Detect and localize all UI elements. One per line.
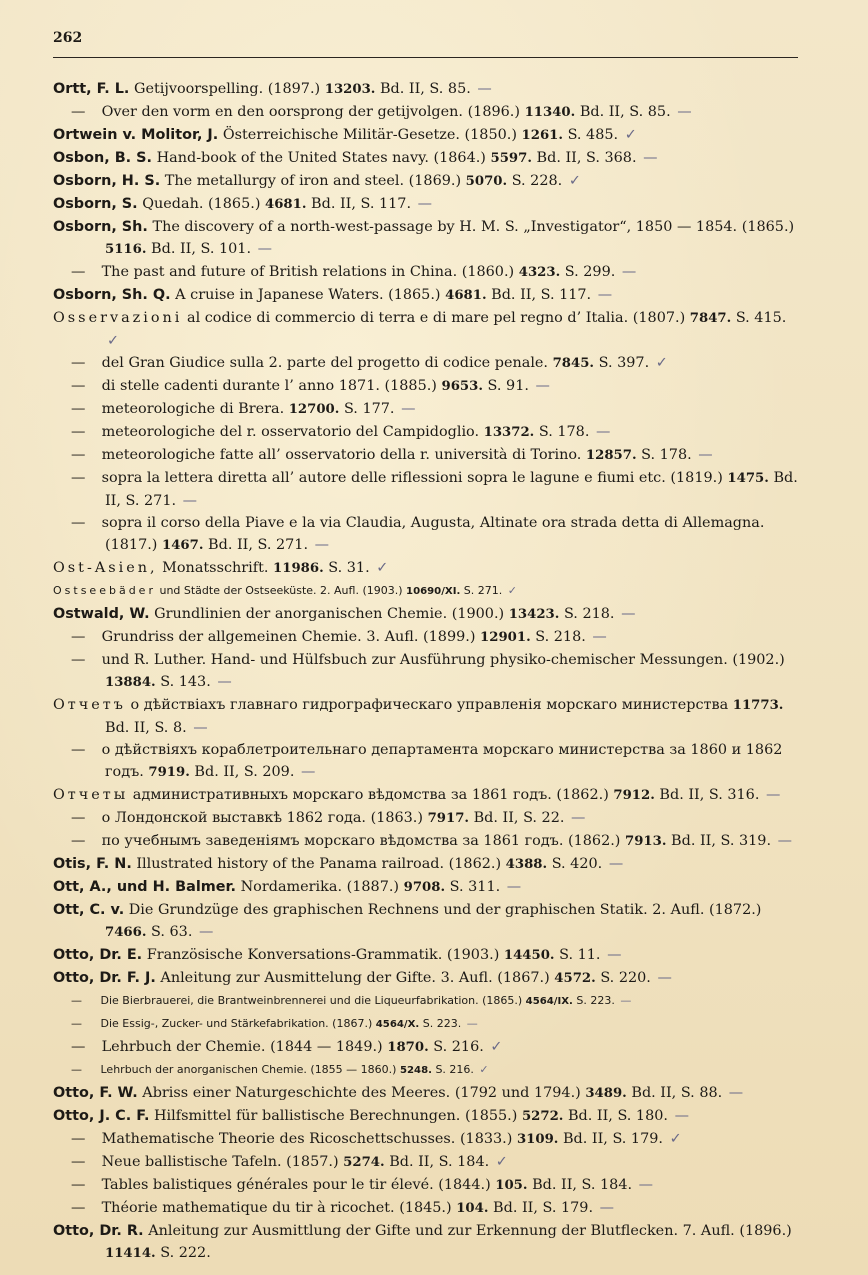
entry-author: Osborn, H. S. bbox=[53, 173, 161, 189]
entry-location: Bd. II, S. 85. bbox=[579, 104, 671, 120]
catalog-entry bbox=[53, 124, 799, 147]
catalog-entry bbox=[53, 807, 799, 830]
entry-location: S. 220. bbox=[600, 970, 651, 986]
entry-location: Bd. II, S. 85. bbox=[379, 81, 471, 97]
entry-author: Otis, F. N. bbox=[53, 856, 132, 872]
entry-check-mark: — bbox=[466, 1017, 478, 1030]
entry-title: Österreichische Militär-Gesetze. (1850.) bbox=[222, 127, 517, 143]
catalog-entry bbox=[53, 1013, 799, 1036]
entry-title: Anleitung zur Ausmittelung der Gifte. 3. Aufl. (1867.) bbox=[160, 970, 550, 986]
entry-dash: — bbox=[71, 1017, 82, 1030]
entry-keyword: Osservazioni bbox=[53, 310, 183, 326]
entry-author: Ortt, F. L. bbox=[53, 81, 130, 97]
entry-dash: — bbox=[71, 401, 86, 417]
entry-title: о дѣйствiахъ главнаго гидрографическаго управленiя морскаго министерства bbox=[130, 697, 729, 713]
entry-author: Otto, F. W. bbox=[53, 1085, 138, 1101]
catalog-entry bbox=[53, 1059, 799, 1082]
entry-author: Ott, A., und H. Balmer. bbox=[53, 879, 237, 895]
entry-title: di stelle cadenti durante l’ anno 1871. (1885.) bbox=[101, 378, 437, 394]
entry-shelfmark: 7912. bbox=[613, 788, 655, 803]
entry-check-mark: — bbox=[657, 970, 672, 986]
entry-title: Monatsschrift. bbox=[162, 560, 269, 576]
entry-title: Lehrbuch der anorganischen Chemie. (1855 — 1860.) bbox=[100, 1063, 397, 1076]
entry-location: Bd. II, S. 184. bbox=[389, 1154, 490, 1170]
entry-check-mark: — bbox=[674, 1108, 689, 1124]
entry-author: Osborn, S. bbox=[53, 196, 138, 212]
entry-location: S. 299. bbox=[564, 264, 616, 280]
entry-title: und R. Luther. Hand- und Hülfsbuch zur Ausführung physiko-chemischer Messungen. (1902.) bbox=[101, 652, 785, 668]
entry-location: Bd. II, S. 88. bbox=[631, 1085, 723, 1101]
entry-title: Hand-book of the United States navy. (1864.) bbox=[156, 150, 486, 166]
catalog-entry bbox=[53, 853, 799, 876]
entry-shelfmark: 13423. bbox=[508, 607, 560, 622]
entry-title: meteorologiche del r. osservatorio del Campidoglio. bbox=[101, 424, 480, 440]
entry-keyword: Отчеты bbox=[53, 787, 129, 803]
entry-location: S. 216. bbox=[433, 1039, 484, 1055]
entry-check-mark: — bbox=[621, 606, 636, 622]
entry-check-mark: — bbox=[595, 424, 611, 440]
entry-location: S. 218. bbox=[535, 629, 586, 645]
entry-check-mark: — bbox=[592, 629, 607, 645]
entry-shelfmark: 11986. bbox=[273, 561, 324, 576]
entry-shelfmark: 4564/X. bbox=[375, 1019, 420, 1030]
catalog-entry bbox=[53, 557, 799, 580]
entry-dash: — bbox=[71, 652, 86, 668]
entry-shelfmark: 11414. bbox=[105, 1246, 156, 1261]
entry-author: Otto, Dr. F. J. bbox=[53, 970, 156, 986]
entry-check-mark: — bbox=[638, 1177, 654, 1193]
entry-keyword: Отчетъ bbox=[53, 697, 126, 713]
entry-location: S. 178. bbox=[641, 447, 692, 463]
entry-shelfmark: 1261. bbox=[521, 128, 563, 143]
catalog-entry bbox=[53, 1105, 799, 1128]
entry-title: Lehrbuch der Chemie. (1844 — 1849.) bbox=[101, 1039, 383, 1055]
entry-title: Nordamerika. (1887.) bbox=[240, 879, 400, 895]
entry-shelfmark: 7845. bbox=[552, 356, 595, 371]
entry-location: Bd. II, S. 368. bbox=[536, 150, 637, 166]
entry-check-mark: — bbox=[621, 264, 637, 280]
entry-check-mark: — bbox=[199, 924, 214, 940]
entry-dash: — bbox=[71, 1154, 86, 1170]
entry-title: The metallurgy of iron and steel. (1869.) bbox=[164, 173, 462, 189]
entry-shelfmark: 10690/XI. bbox=[406, 586, 461, 597]
entry-shelfmark: 5116. bbox=[105, 242, 147, 257]
entry-shelfmark: 14450. bbox=[503, 948, 555, 963]
entry-shelfmark: 7917. bbox=[427, 811, 470, 826]
entry-location: Bd. II, S. 101. bbox=[151, 241, 252, 257]
entry-shelfmark: 3489. bbox=[585, 1086, 627, 1101]
catalog-entry bbox=[53, 78, 799, 101]
entry-check-mark: — bbox=[608, 856, 624, 872]
entry-title: Die Essig-, Zucker- und Stärkefabrikation. (1867.) bbox=[100, 1017, 373, 1030]
entry-author: Otto, Dr. R. bbox=[53, 1223, 144, 1239]
entry-title: Die Bierbrauerei, die Brantweinbrennerei und die Liqueurfabrikation. (1865.) bbox=[100, 994, 523, 1007]
entry-title: Grundlinien der anorganischen Chemie. (1900.) bbox=[154, 606, 505, 622]
catalog-entry bbox=[53, 944, 799, 967]
entry-dash: — bbox=[71, 1131, 86, 1147]
entry-dash: — bbox=[71, 810, 86, 826]
catalog-entry bbox=[53, 1128, 799, 1151]
catalog-entries bbox=[53, 78, 799, 1265]
catalog-entry bbox=[53, 375, 799, 398]
catalog-entry bbox=[53, 216, 799, 261]
catalog-entry bbox=[53, 784, 799, 807]
entry-shelfmark: 4323. bbox=[518, 265, 561, 280]
entry-location: Bd. II, S. 271. bbox=[105, 470, 798, 509]
entry-location: Bd. II, S. 209. bbox=[194, 764, 295, 780]
catalog-entry bbox=[53, 649, 799, 694]
entry-check-mark: ✓ bbox=[479, 1063, 489, 1076]
entry-shelfmark: 105. bbox=[495, 1178, 528, 1193]
entry-title: Tables balistiques générales pour le tir élevé. (1844.) bbox=[101, 1177, 491, 1193]
catalog-entry bbox=[53, 512, 799, 557]
entry-location: S. 397. bbox=[598, 355, 650, 371]
entry-author: Osbon, B. S. bbox=[53, 150, 152, 166]
entry-shelfmark: 11340. bbox=[524, 105, 576, 120]
entry-title: о Лондонской выставкѣ 1862 года. (1863.) bbox=[101, 810, 423, 826]
entry-title: Französische Konversations-Grammatik. (1903.) bbox=[146, 947, 500, 963]
entry-shelfmark: 5274. bbox=[343, 1155, 385, 1170]
entry-dash: — bbox=[71, 447, 86, 463]
entry-check-mark: ✓ bbox=[376, 560, 389, 576]
entry-author: Osborn, Sh. Q. bbox=[53, 287, 171, 303]
entry-shelfmark: 1870. bbox=[387, 1040, 429, 1055]
entry-shelfmark: 7913. bbox=[625, 834, 667, 849]
entry-location: S. 420. bbox=[551, 856, 603, 872]
entry-check-mark: — bbox=[217, 674, 232, 690]
catalog-entry bbox=[53, 1082, 799, 1105]
entry-check-mark: ✓ bbox=[490, 1039, 503, 1055]
entry-check-mark: — bbox=[314, 537, 330, 553]
entry-check-mark: — bbox=[607, 947, 622, 963]
entry-dash: — bbox=[71, 470, 86, 486]
entry-check-mark: — bbox=[477, 81, 492, 97]
entry-shelfmark: 5070. bbox=[465, 174, 508, 189]
catalog-entry bbox=[53, 193, 799, 216]
catalog-entry bbox=[53, 990, 799, 1013]
entry-check-mark: ✓ bbox=[655, 355, 668, 371]
catalog-entry bbox=[53, 1197, 799, 1220]
catalog-entry bbox=[53, 147, 799, 170]
entry-title: административныхъ морскаго вѣдомства за 1861 годъ. (1862.) bbox=[132, 787, 609, 803]
entry-title: о дѣйствiяхъ кораблетроительнаго департамента морскаго министерства за 1860 и 1862 годъ. bbox=[101, 742, 783, 780]
entry-location: S. 415. bbox=[735, 310, 787, 326]
entry-title: al codice di commercio di terra e di mare pel regno d’ Italia. (1807.) bbox=[186, 310, 686, 326]
catalog-entry bbox=[53, 467, 799, 512]
entry-dash: — bbox=[71, 994, 82, 1007]
header-rule bbox=[53, 57, 798, 58]
entry-title: Quedah. (1865.) bbox=[142, 196, 261, 212]
entry-check-mark: — bbox=[300, 764, 316, 780]
entry-shelfmark: 5272. bbox=[521, 1109, 564, 1124]
catalog-entry bbox=[53, 1151, 799, 1174]
entry-title: Anleitung zur Ausmittlung der Gifte und zur Erkennung der Blutflecken. 7. Aufl. (1896.) bbox=[148, 1223, 792, 1239]
catalog-entry bbox=[53, 1036, 799, 1059]
entry-title: sopra il corso della Piave e la via Claudia, Augusta, Altinate ora strada detta di Allemagna. (1817.) bbox=[101, 515, 765, 553]
entry-shelfmark: 4388. bbox=[505, 857, 548, 872]
catalog-entry bbox=[53, 352, 799, 375]
entry-location: Bd. II, S. 8. bbox=[105, 720, 187, 736]
entry-title: The past and future of British relations in China. (1860.) bbox=[101, 264, 515, 280]
entry-shelfmark: 12901. bbox=[480, 630, 531, 645]
entry-shelfmark: 7919. bbox=[148, 765, 190, 780]
entry-location: Bd. II, S. 184. bbox=[532, 1177, 633, 1193]
catalog-entry bbox=[53, 1174, 799, 1197]
entry-author: Osborn, Sh. bbox=[53, 219, 148, 235]
entry-shelfmark: 5248. bbox=[399, 1065, 432, 1076]
catalog-entry bbox=[53, 739, 799, 784]
entry-title: Over den vorm en den oorsprong der getijvolgen. (1896.) bbox=[101, 104, 520, 120]
entry-dash: — bbox=[71, 515, 86, 531]
catalog-entry bbox=[53, 444, 799, 467]
entry-shelfmark: 7466. bbox=[105, 925, 147, 940]
entry-check-mark: — bbox=[571, 810, 586, 826]
entry-shelfmark: 4681. bbox=[265, 197, 307, 212]
entry-title: The discovery of a north-west-passage by H. M. S. „Investigator“, 1850 — 1854. (1865.) bbox=[152, 219, 795, 235]
entry-check-mark: — bbox=[182, 493, 198, 509]
entry-location: S. 178. bbox=[538, 424, 590, 440]
entry-location: S. 11. bbox=[559, 947, 601, 963]
entry-author: Ostwald, W. bbox=[53, 606, 150, 622]
entry-location: S. 218. bbox=[563, 606, 615, 622]
entry-title: Abriss einer Naturgeschichte des Meeres. (1792 und 1794.) bbox=[142, 1085, 581, 1101]
entry-check-mark: — bbox=[766, 787, 781, 803]
entry-author: Otto, Dr. E. bbox=[53, 947, 143, 963]
entry-shelfmark: 12700. bbox=[288, 402, 340, 417]
entry-check-mark: — bbox=[597, 287, 613, 303]
page-number: 262 bbox=[53, 30, 83, 46]
entry-check-mark: ✓ bbox=[568, 173, 581, 189]
entry-title: meteorologiche fatte all’ osservatorio della r. università di Torino. bbox=[101, 447, 582, 463]
entry-location: S. 485. bbox=[567, 127, 619, 143]
catalog-entry bbox=[53, 284, 799, 307]
entry-author: Ortwein v. Molitor, J. bbox=[53, 127, 219, 143]
entry-check-mark: ✓ bbox=[624, 127, 637, 143]
entry-check-mark: — bbox=[417, 196, 433, 212]
entry-location: S. 228. bbox=[511, 173, 563, 189]
entry-check-mark: — bbox=[777, 833, 792, 849]
entry-location: S. 31. bbox=[328, 560, 370, 576]
catalog-entry bbox=[53, 876, 799, 899]
entry-dash: — bbox=[71, 629, 86, 645]
entry-title: Illustrated history of the Panama railroad. (1862.) bbox=[136, 856, 502, 872]
entry-location: Bd. II, S. 117. bbox=[311, 196, 412, 212]
entry-dash: — bbox=[71, 104, 86, 120]
entry-check-mark: — bbox=[506, 879, 522, 895]
entry-dash: — bbox=[71, 1039, 86, 1055]
entry-location: S. 311. bbox=[449, 879, 501, 895]
catalog-entry bbox=[53, 261, 799, 284]
entry-location: S. 223. bbox=[576, 994, 615, 1007]
entry-title: und Städte der Ostseeküste. 2. Aufl. (1903.) bbox=[159, 584, 403, 597]
entry-dash: — bbox=[71, 1177, 86, 1193]
entry-title: Mathematische Theorie des Ricoschettschusses. (1833.) bbox=[101, 1131, 513, 1147]
entry-keyword: Ost-Asien, bbox=[53, 560, 158, 576]
entry-shelfmark: 1467. bbox=[162, 538, 204, 553]
entry-check-mark: ✓ bbox=[669, 1131, 682, 1147]
entry-check-mark: ✓ bbox=[495, 1154, 508, 1170]
entry-shelfmark: 12857. bbox=[585, 448, 637, 463]
entry-location: Bd. II, S. 180. bbox=[567, 1108, 668, 1124]
entry-location: Bd. II, S. 179. bbox=[562, 1131, 663, 1147]
catalog-entry bbox=[53, 170, 799, 193]
entry-shelfmark: 13372. bbox=[483, 425, 535, 440]
entry-location: Bd. II, S. 117. bbox=[491, 287, 592, 303]
entry-title: del Gran Giudice sulla 2. parte del progetto di codice penale. bbox=[101, 355, 549, 371]
entry-shelfmark: 13203. bbox=[324, 82, 376, 97]
catalog-entry bbox=[53, 101, 799, 124]
entry-title: Getijvoorspelling. (1897.) bbox=[133, 81, 321, 97]
entry-dash: — bbox=[71, 1200, 86, 1216]
entry-check-mark: ✓ bbox=[507, 584, 517, 597]
catalog-entry bbox=[53, 899, 799, 944]
catalog-entry bbox=[53, 580, 799, 603]
entry-check-mark: — bbox=[599, 1200, 614, 1216]
catalog-entry bbox=[53, 307, 799, 352]
entry-shelfmark: 13884. bbox=[105, 675, 156, 690]
catalog-entry bbox=[53, 1220, 799, 1265]
entry-shelfmark: 3109. bbox=[516, 1132, 559, 1147]
entry-check-mark: — bbox=[643, 150, 658, 166]
catalog-entry bbox=[53, 830, 799, 853]
entry-title: Théorie mathematique du tir à ricochet. (1845.) bbox=[101, 1200, 452, 1216]
entry-location: S. 177. bbox=[343, 401, 395, 417]
entry-author: Otto, J. C. F. bbox=[53, 1108, 150, 1124]
entry-location: S. 222. bbox=[160, 1245, 211, 1261]
entry-title: Die Grundzüge des graphischen Rechnens und der graphischen Statik. 2. Aufl. (1872.) bbox=[128, 902, 762, 918]
entry-dash: — bbox=[71, 355, 86, 371]
entry-title: A cruise in Japanese Waters. (1865.) bbox=[175, 287, 441, 303]
entry-shelfmark: 9653. bbox=[441, 379, 483, 394]
entry-shelfmark: 9708. bbox=[403, 880, 446, 895]
entry-dash: — bbox=[71, 742, 86, 758]
entry-check-mark: — bbox=[620, 994, 632, 1007]
entry-location: S. 91. bbox=[487, 378, 529, 394]
entry-location: Bd. II, S. 22. bbox=[473, 810, 565, 826]
entry-check-mark: — bbox=[401, 401, 416, 417]
catalog-entry bbox=[53, 694, 799, 739]
catalog-entry bbox=[53, 421, 799, 444]
entry-dash: — bbox=[71, 833, 86, 849]
entry-dash: — bbox=[71, 264, 86, 280]
entry-dash: — bbox=[71, 424, 86, 440]
entry-shelfmark: 4681. bbox=[445, 288, 487, 303]
entry-title: meteorologiche di Brera. bbox=[101, 401, 285, 417]
entry-check-mark: — bbox=[728, 1085, 744, 1101]
entry-check-mark: — bbox=[257, 241, 272, 257]
entry-location: S. 216. bbox=[435, 1063, 474, 1076]
entry-location: Bd. II, S. 319. bbox=[671, 833, 772, 849]
catalog-entry bbox=[53, 626, 799, 649]
entry-shelfmark: 4572. bbox=[554, 971, 596, 986]
entry-author: Ott, C. v. bbox=[53, 902, 125, 918]
entry-title: Grundriss der allgemeinen Chemie. 3. Aufl. (1899.) bbox=[101, 629, 476, 645]
catalog-entry bbox=[53, 398, 799, 421]
entry-dash: — bbox=[71, 1063, 82, 1076]
entry-location: S. 63. bbox=[151, 924, 193, 940]
entry-check-mark: ✓ bbox=[107, 333, 120, 349]
entry-title: Hilfsmittel für ballistische Berechnungen. (1855.) bbox=[153, 1108, 518, 1124]
entry-location: Bd. II, S. 179. bbox=[493, 1200, 594, 1216]
entry-shelfmark: 7847. bbox=[689, 311, 732, 326]
entry-shelfmark: 5597. bbox=[490, 151, 532, 166]
entry-location: S. 223. bbox=[422, 1017, 462, 1030]
entry-check-mark: — bbox=[535, 378, 550, 394]
entry-shelfmark: 1475. bbox=[727, 471, 769, 486]
entry-location: Bd. II, S. 271. bbox=[208, 537, 309, 553]
entry-shelfmark: 4564/IX. bbox=[525, 996, 573, 1007]
entry-title: Neue ballistische Tafeln. (1857.) bbox=[101, 1154, 339, 1170]
entry-title: sopra la lettera diretta all’ autore delle riflessioni sopra le lagune e fiumi etc. (1819.) bbox=[101, 470, 723, 486]
entry-shelfmark: 11773. bbox=[732, 698, 784, 713]
entry-check-mark: — bbox=[698, 447, 713, 463]
entry-keyword: Ostseebäder bbox=[53, 584, 156, 597]
entry-title: по учебнымъ заведенiямъ морскаго вѣдомства за 1861 годъ. (1862.) bbox=[101, 833, 621, 849]
entry-check-mark: — bbox=[677, 104, 692, 120]
entry-location: Bd. II, S. 316. bbox=[659, 787, 760, 803]
entry-location: S. 271. bbox=[463, 584, 503, 597]
entry-dash: — bbox=[71, 378, 86, 394]
entry-location: S. 143. bbox=[160, 674, 211, 690]
entry-check-mark: — bbox=[193, 720, 208, 736]
entry-shelfmark: 104. bbox=[456, 1201, 489, 1216]
catalog-entry bbox=[53, 603, 799, 626]
catalog-entry bbox=[53, 967, 799, 990]
